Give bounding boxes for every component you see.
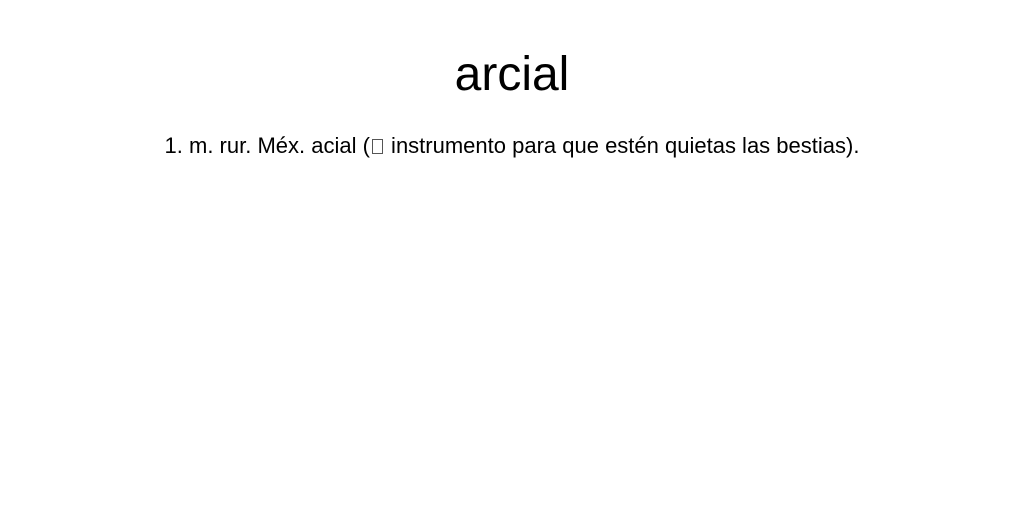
headword-title: arcial [454,48,570,101]
missing-glyph-icon [372,139,383,154]
definition-before-glyph: 1. m. rur. Méx. acial ( [164,133,370,158]
definition-after-glyph: instrumento para que estén quietas las bestias). [384,133,860,158]
definition-text [0,132,1024,160]
